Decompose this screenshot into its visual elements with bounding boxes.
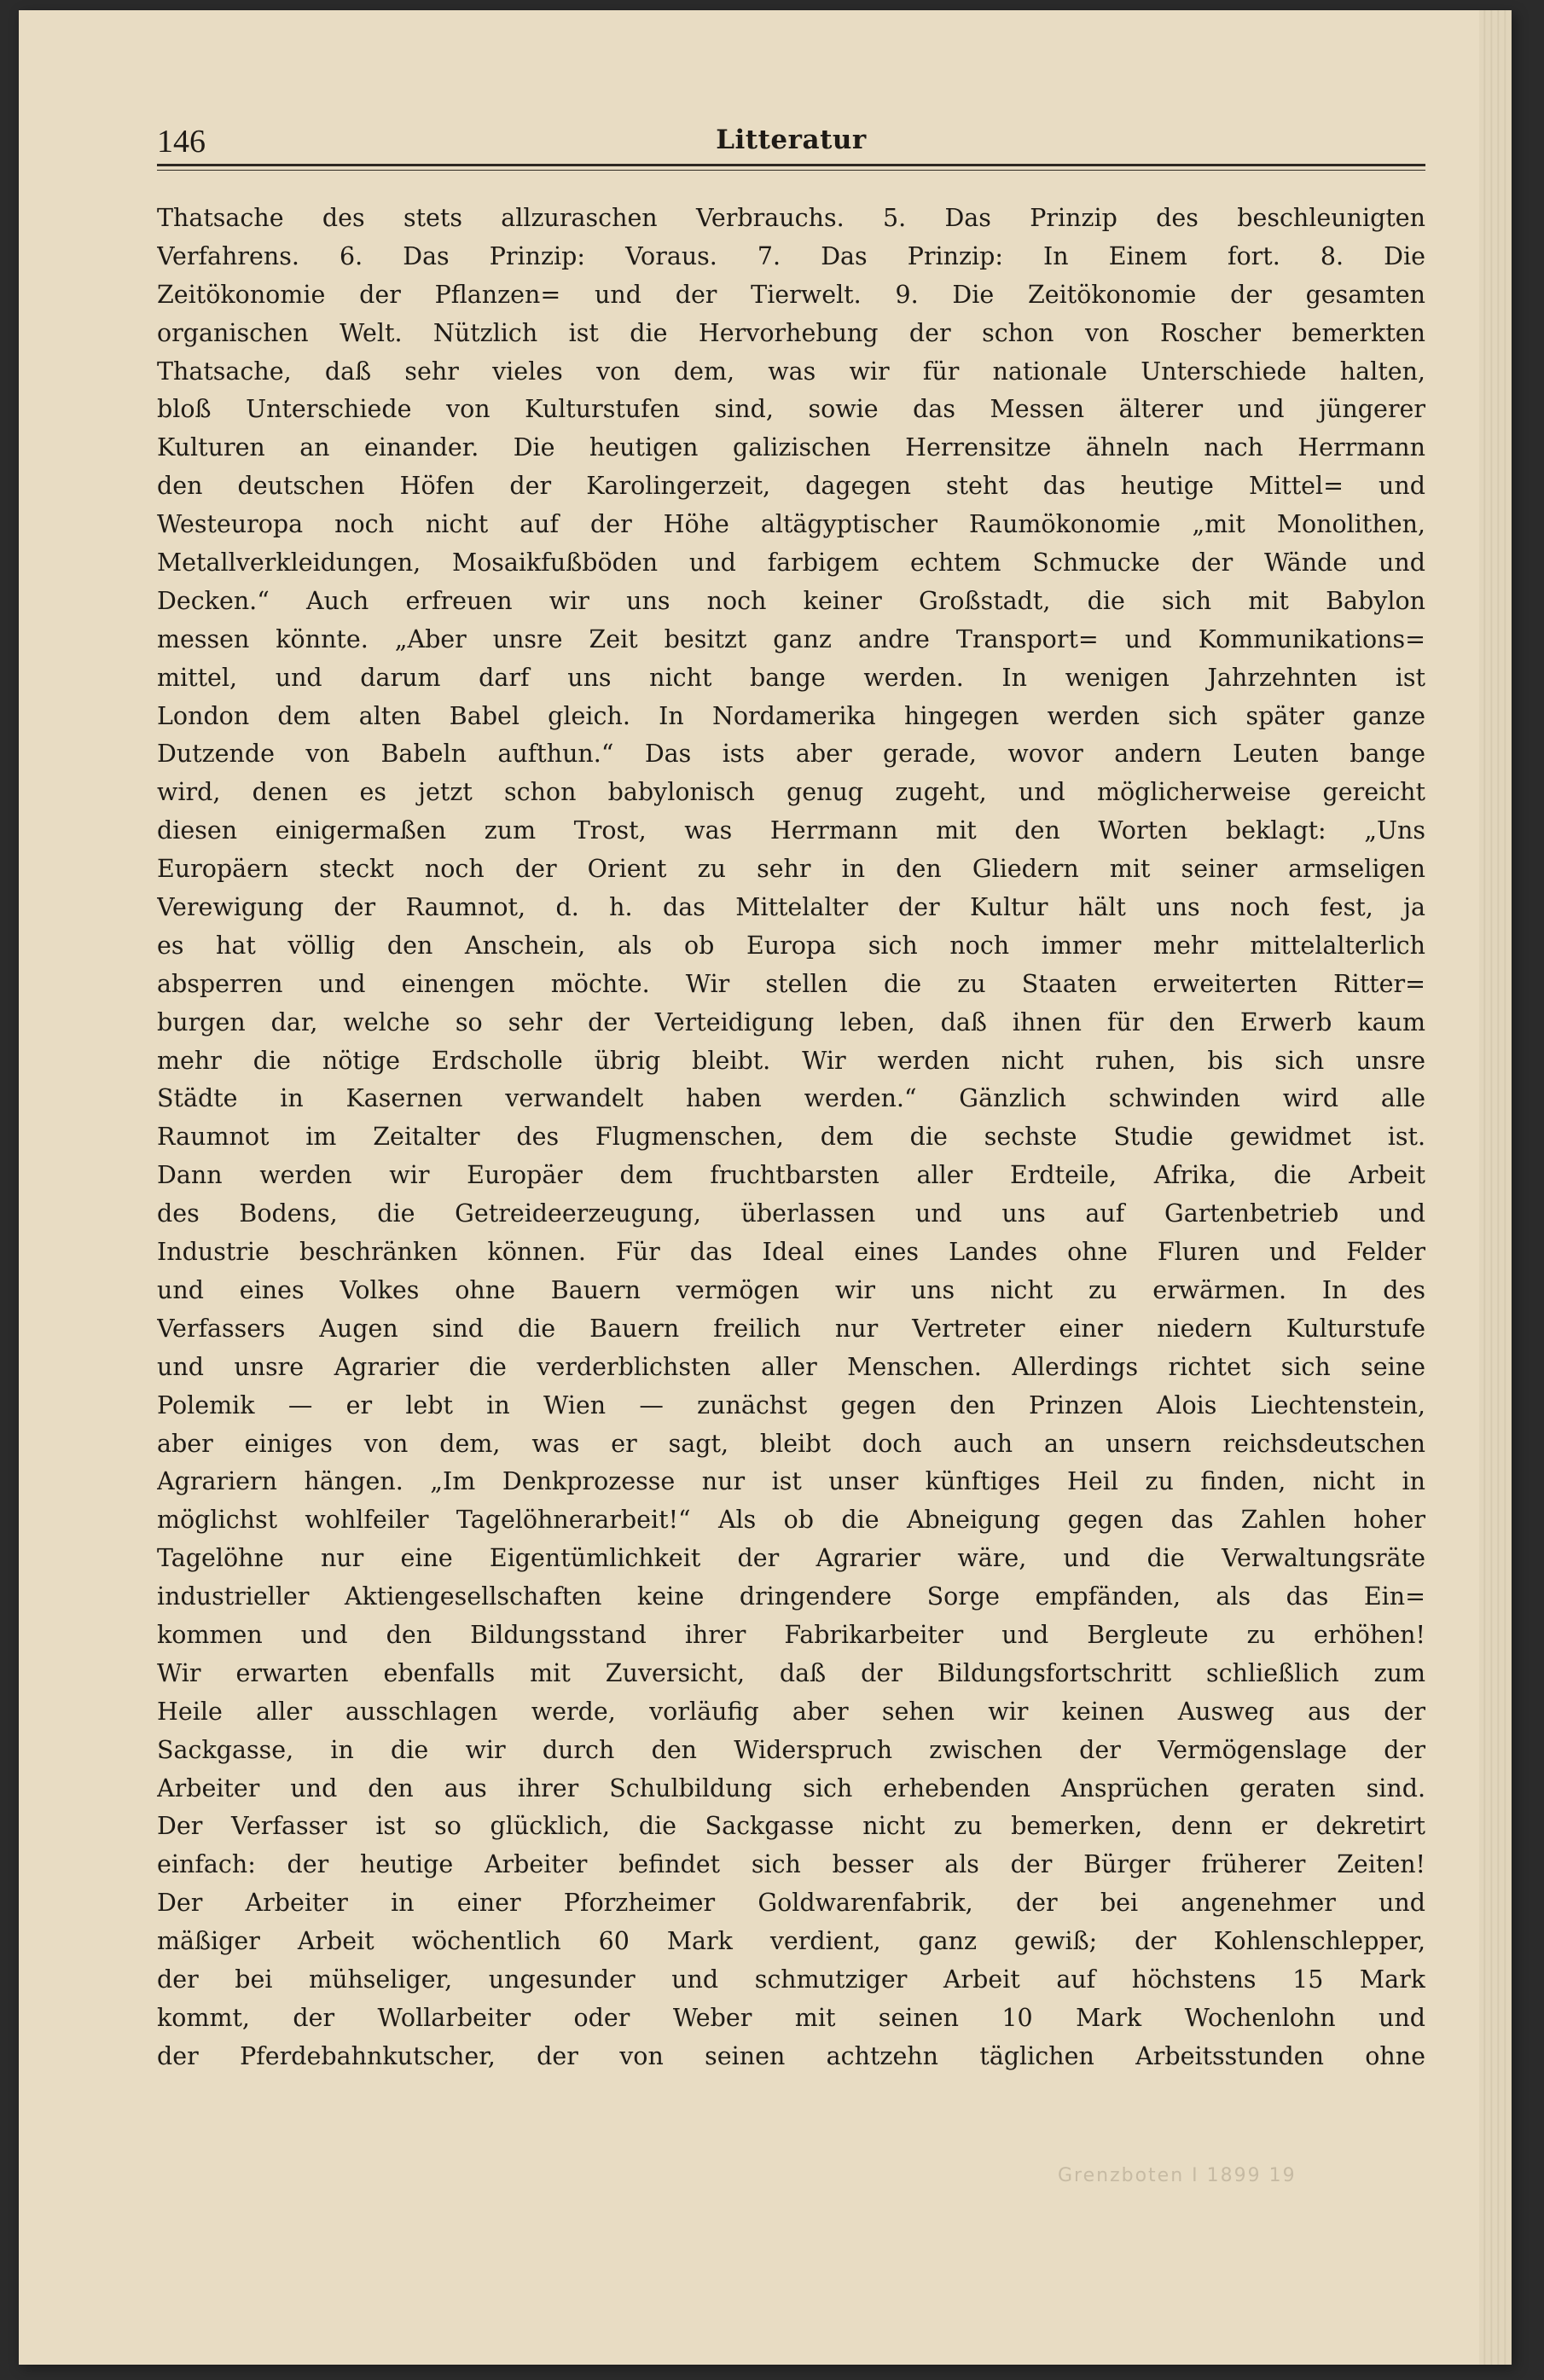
text-line: industrieller Aktiengesellschaften keine dringendere Sorge empfänden, als das Ein=	[157, 1582, 1425, 1611]
text-line: es hat völlig den Anschein, als ob Europa sich noch immer mehr mittelalterlich	[157, 931, 1425, 960]
text-line: Agrariern hängen. „Im Denkprozesse nur ist unser künftiges Heil zu finden, nicht in	[157, 1467, 1425, 1496]
text-line: Kulturen an einander. Die heutigen galizischen Herrensitze ähneln nach Herrmann	[157, 433, 1425, 462]
running-head: Litteratur	[716, 125, 867, 155]
text-line: Dutzende von Babeln aufthun.“ Das ists aber gerade, wovor andern Leuten bange	[157, 740, 1425, 769]
text-line: Decken.“ Auch erfreuen wir uns noch keiner Großstadt, die sich mit Babylon	[157, 586, 1425, 615]
text-line: Verfassers Augen sind die Bauern freilich nur Vertreter einer niedern Kulturstufe	[157, 1314, 1425, 1343]
text-line: Dann werden wir Europäer dem fruchtbarsten aller Erdteile, Afrika, die Arbeit	[157, 1161, 1425, 1190]
text-line: einfach: der heutige Arbeiter befindet sich besser als der Bürger früherer Zeiten!	[157, 1850, 1425, 1879]
text-line: Tagelöhne nur eine Eigentümlichkeit der Agrarier wäre, und die Verwaltungsräte	[157, 1544, 1425, 1573]
text-line: kommen und den Bildungsstand ihrer Fabrikarbeiter und Bergleute zu erhöhen!	[157, 1620, 1425, 1649]
text-line: Sackgasse, in die wir durch den Widerspruch zwischen der Vermögenslage der	[157, 1735, 1425, 1764]
text-line: Städte in Kasernen verwandelt haben werden.“ Gänzlich schwinden wird alle	[157, 1084, 1425, 1113]
page-header	[157, 118, 1425, 169]
text-line: Westeuropa noch nicht auf der Höhe altägyptischer Raumökonomie „mit Monolithen,	[157, 510, 1425, 539]
text-line: des Bodens, die Getreideerzeugung, überlassen und uns auf Gartenbetrieb und	[157, 1199, 1425, 1228]
header-rule-thin	[157, 170, 1425, 171]
page-edge-stack	[1479, 10, 1512, 2365]
text-line: kommt, der Wollarbeiter oder Weber mit seinen 10 Mark Wochenlohn und	[157, 2003, 1425, 2032]
text-line: Europäern steckt noch der Orient zu sehr in den Gliedern mit seiner armseligen	[157, 855, 1425, 884]
text-line: wird, denen es jetzt schon babylonisch genug zugeht, und möglicherweise gereicht	[157, 778, 1425, 807]
header-rule-thick	[157, 164, 1425, 166]
text-line: und unsre Agrarier die verderblichsten aller Menschen. Allerdings richtet sich seine	[157, 1352, 1425, 1381]
text-line: der Pferdebahnkutscher, der von seinen achtzehn täglichen Arbeitsstunden ohne	[157, 2041, 1425, 2070]
text-line: mittel, und darum darf uns nicht bange werden. In wenigen Jahrzehnten ist	[157, 663, 1425, 692]
text-line: Heile aller ausschlagen werde, vorläufig aber sehen wir keinen Ausweg aus der	[157, 1697, 1425, 1726]
body-text	[157, 200, 1425, 2076]
text-line: Polemik — er lebt in Wien — zunächst gegen den Prinzen Alois Liechtenstein,	[157, 1390, 1425, 1419]
text-line: Industrie beschränken können. Für das Ideal eines Landes ohne Fluren und Felder	[157, 1238, 1425, 1267]
text-line: absperren und einengen möchte. Wir stellen die zu Staaten erweiterten Ritter=	[157, 969, 1425, 998]
text-line: Der Arbeiter in einer Pforzheimer Goldwarenfabrik, der bei angenehmer und	[157, 1889, 1425, 1918]
text-line: Wir erwarten ebenfalls mit Zuversicht, daß der Bildungsfortschritt schließlich zum	[157, 1658, 1425, 1687]
text-line: der bei mühseliger, ungesunder und schmutziger Arbeit auf höchstens 15 Mark	[157, 1965, 1425, 1994]
text-line: Thatsache, daß sehr vieles von dem, was wir für nationale Unterschiede halten,	[157, 357, 1425, 386]
text-line: möglichst wohlfeiler Tagelöhnerarbeit!“ Als ob die Abneigung gegen das Zahlen hoher	[157, 1506, 1425, 1535]
text-line: Verewigung der Raumnot, d. h. das Mittelalter der Kultur hält uns noch fest, ja	[157, 893, 1425, 922]
text-line: Der Verfasser ist so glücklich, die Sackgasse nicht zu bemerken, denn er dekretirt	[157, 1812, 1425, 1841]
text-line: Verfahrens. 6. Das Prinzip: Voraus. 7. Das Prinzip: In Einem fort. 8. Die	[157, 241, 1425, 270]
text-line: mehr die nötige Erdscholle übrig bleibt. Wir werden nicht ruhen, bis sich unsre	[157, 1046, 1425, 1075]
text-line: aber einiges von dem, was er sagt, bleibt doch auch an unsern reichsdeutschen	[157, 1429, 1425, 1458]
bleed-through-text: Grenzboten I 1899 19	[1058, 2165, 1297, 2186]
text-line: mäßiger Arbeit wöchentlich 60 Mark verdient, ganz gewiß; der Kohlenschlepper,	[157, 1927, 1425, 1956]
text-line: und eines Volkes ohne Bauern vermögen wir uns nicht zu erwärmen. In des	[157, 1275, 1425, 1304]
text-line: Raumnot im Zeitalter des Flugmenschen, dem die sechste Studie gewidmet ist.	[157, 1123, 1425, 1152]
text-line: den deutschen Höfen der Karolingerzeit, dagegen steht das heutige Mittel= und	[157, 472, 1425, 501]
text-line: Zeitökonomie der Pflanzen= und der Tierwelt. 9. Die Zeitökonomie der gesamten	[157, 280, 1425, 309]
text-line: messen könnte. „Aber unsre Zeit besitzt ganz andre Transport= und Kommunikations=	[157, 624, 1425, 653]
text-line: bloß Unterschiede von Kulturstufen sind, sowie das Messen älterer und jüngerer	[157, 395, 1425, 424]
text-line: Thatsache des stets allzuraschen Verbrauchs. 5. Das Prinzip des beschleunigten	[157, 204, 1425, 232]
text-line: diesen einigermaßen zum Trost, was Herrmann mit den Worten beklagt: „Uns	[157, 816, 1425, 845]
page-number: 146	[157, 124, 206, 160]
text-line: Arbeiter und den aus ihrer Schulbildung sich erhebenden Ansprüchen geraten sind.	[157, 1773, 1425, 1802]
text-line: Metallverkleidungen, Mosaikfußböden und farbigem echtem Schmucke der Wände und	[157, 549, 1425, 578]
text-line: London dem alten Babel gleich. In Nordamerika hingegen werden sich später ganze	[157, 701, 1425, 730]
text-line: burgen dar, welche so sehr der Verteidigung leben, daß ihnen für den Erwerb kaum	[157, 1007, 1425, 1036]
text-line: organischen Welt. Nützlich ist die Hervorhebung der schon von Roscher bemerkten	[157, 318, 1425, 347]
